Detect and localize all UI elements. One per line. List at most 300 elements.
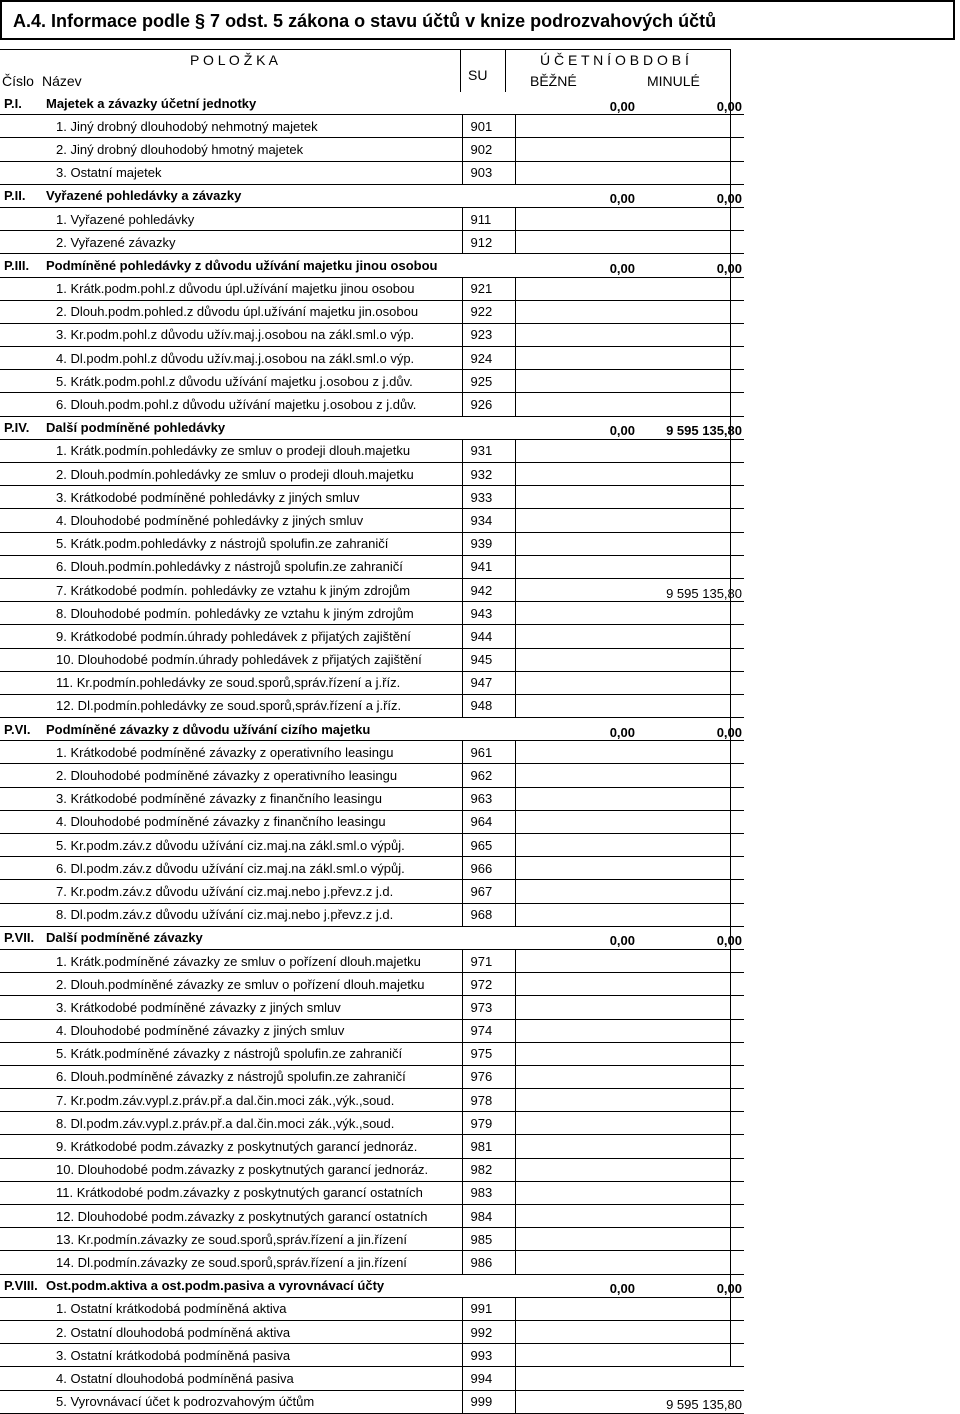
page-title: A.4. Informace podle § 7 odst. 5 zákona o stavu účtů v knize podrozvahových účtů [13, 11, 717, 31]
cell-num [0, 416, 32, 439]
cell-cur [515, 926, 637, 949]
cell-name [32, 463, 462, 486]
table-row [0, 532, 744, 555]
cell-prev [637, 532, 744, 555]
group-row [0, 416, 744, 439]
cell-prev [637, 1344, 744, 1367]
table-row [0, 857, 744, 880]
cell-num [0, 764, 32, 787]
table-row [0, 509, 744, 532]
cell-prev [637, 1320, 744, 1343]
table-row [0, 1320, 744, 1343]
cell-cur [515, 671, 637, 694]
cell-num [0, 926, 35, 949]
cell-cur [515, 996, 637, 1019]
cur-text: 0,00 [609, 724, 635, 740]
cell-su [462, 347, 515, 370]
cell-su [462, 694, 515, 717]
table-row [0, 1065, 744, 1088]
cell-cur [515, 1320, 637, 1343]
cell-cur [515, 370, 637, 393]
cell-cur [515, 161, 637, 184]
cell-name [32, 1112, 462, 1135]
cell-cur [515, 1205, 637, 1228]
cell-su [462, 1320, 515, 1343]
name-text: 1. Krátk.podmíněné závazky ze smluv o pořízení dlouh.majetku [56, 953, 421, 969]
table-row [0, 1390, 744, 1413]
name-text: 1. Jiný drobný dlouhodobý nehmotný majetek [56, 118, 318, 134]
name-text: 4. Dlouhodobé podmíněné závazky z jiných smluv [56, 1023, 345, 1039]
name-text: 9. Krátkodobé podm.závazky z poskytnutých garancí jednoráz. [56, 1139, 418, 1155]
table-row [0, 231, 744, 254]
su-left-line [460, 49, 461, 92]
name-text: 3. Krátkodobé podmíněné závazky z jiných smluv [56, 999, 341, 1015]
cell-cur [515, 254, 637, 277]
cell-su [462, 1181, 515, 1204]
su-text: 982 [470, 1162, 493, 1178]
cell-cur [515, 300, 637, 323]
cell-cur [515, 764, 637, 787]
cell-su [462, 741, 515, 764]
su-text: 912 [470, 234, 493, 250]
header-top-line [0, 49, 730, 50]
su-text: 943 [470, 605, 493, 621]
name-text: 5. Krátk.podm.pohledávky z nástrojů spolufin.ze zahraničí [56, 536, 389, 552]
cell-cur [515, 1251, 637, 1274]
cell-name [32, 602, 462, 625]
cell-name [32, 648, 462, 671]
cell-su [462, 648, 515, 671]
cell-su [462, 184, 515, 207]
table-row [0, 810, 744, 833]
cell-num [0, 1228, 32, 1251]
su-text: 971 [470, 953, 493, 969]
su-text: 981 [470, 1139, 493, 1155]
cell-prev [637, 300, 744, 323]
group-row [0, 184, 744, 207]
name-text: 4. Dl.podm.pohl.z důvodu užív.maj.j.osobou na zákl.sml.o výp. [56, 350, 415, 366]
cell-num [0, 161, 32, 184]
cell-prev [637, 323, 744, 346]
cell-prev [637, 671, 744, 694]
cell-su [462, 92, 515, 115]
cell-su [462, 115, 515, 138]
cell-name [32, 926, 462, 949]
su-text: 945 [470, 652, 493, 668]
name-text: 3. Ostatní majetek [56, 165, 162, 181]
cell-cur [515, 1181, 637, 1204]
cell-num [0, 787, 32, 810]
cell-num [0, 370, 32, 393]
header-nazev: Název [42, 73, 82, 89]
num-text: P.III. [4, 257, 30, 273]
group-row [0, 718, 744, 741]
su-right-line [505, 49, 506, 92]
cell-num [0, 1112, 32, 1135]
header-su: SU [468, 67, 488, 83]
table-row [0, 741, 744, 764]
cell-prev [637, 138, 744, 161]
su-text: 931 [470, 443, 493, 459]
cell-su [462, 926, 515, 949]
cell-cur [515, 1344, 637, 1367]
cell-cur [515, 973, 637, 996]
name-text: 3. Krátkodobé podmíněné pohledávky z jiných smluv [56, 489, 360, 505]
accounts-table [0, 92, 744, 1414]
cell-su [462, 207, 515, 230]
table-row [0, 949, 744, 972]
cell-prev [637, 1181, 744, 1204]
cell-cur [515, 694, 637, 717]
cell-su [462, 1297, 515, 1320]
cell-num [0, 509, 32, 532]
cell-prev [637, 486, 744, 509]
cell-name [32, 486, 462, 509]
name-text: 3. Kr.podm.pohl.z důvodu užív.maj.j.osobou na zákl.sml.o výp. [56, 327, 415, 343]
table-row [0, 1089, 744, 1112]
su-text: 963 [470, 791, 493, 807]
cell-su [462, 254, 515, 277]
su-text: 903 [470, 165, 493, 181]
table-row [0, 903, 744, 926]
cell-cur [515, 184, 637, 207]
cell-su [462, 277, 515, 300]
cell-name [32, 996, 462, 1019]
cell-num [0, 1089, 32, 1112]
cell-prev [637, 1158, 744, 1181]
name-text: 11. Kr.podmín.pohledávky ze soud.sporů,správ.řízení a j.říz. [56, 675, 401, 691]
table-row [0, 115, 744, 138]
cell-prev [637, 231, 744, 254]
cell-name [32, 184, 462, 207]
cell-prev [637, 694, 744, 717]
su-text: 986 [470, 1254, 493, 1270]
cell-name [32, 115, 462, 138]
cell-cur [515, 555, 637, 578]
name-text: 1. Krátk.podm.pohl.z důvodu úpl.užívání majetku jinou osobou [56, 281, 415, 297]
cell-num [0, 718, 32, 741]
cell-prev [637, 555, 744, 578]
cell-num [0, 1297, 32, 1320]
cell-name [32, 625, 462, 648]
table-row [0, 370, 744, 393]
cell-prev [637, 625, 744, 648]
name-text: Další podmíněné pohledávky [46, 420, 226, 436]
cell-cur [515, 602, 637, 625]
cell-cur [515, 439, 637, 462]
su-text: 933 [470, 489, 493, 505]
name-text: Další podmíněné závazky [46, 930, 203, 946]
cell-cur [515, 810, 637, 833]
cell-prev [637, 996, 744, 1019]
cell-num [0, 115, 32, 138]
table-row [0, 602, 744, 625]
cell-num [0, 393, 32, 416]
cell-prev [637, 1089, 744, 1112]
cell-num [0, 602, 32, 625]
su-text: 968 [470, 907, 493, 923]
cell-prev [637, 1228, 744, 1251]
su-text: 972 [470, 976, 493, 992]
su-text: 939 [470, 536, 493, 552]
cell-cur [515, 857, 637, 880]
cell-num [0, 277, 32, 300]
cell-num [0, 207, 32, 230]
cell-su [462, 555, 515, 578]
cell-num [0, 555, 32, 578]
cell-cur [515, 718, 637, 741]
name-text: 3. Ostatní krátkodobá podmíněná pasiva [56, 1347, 291, 1363]
cell-prev [637, 1390, 744, 1413]
cell-name [32, 1042, 462, 1065]
cell-su [462, 439, 515, 462]
cell-num [0, 347, 32, 370]
table-row [0, 1112, 744, 1135]
cell-prev [637, 347, 744, 370]
cell-prev [637, 277, 744, 300]
cell-su [462, 1390, 515, 1413]
cell-num [0, 1019, 32, 1042]
name-text: 7. Kr.podm.záv.vypl.z.práv.př.a dal.čin.moci zák.,výk.,soud. [56, 1092, 395, 1108]
cell-num [0, 439, 32, 462]
cell-cur [515, 532, 637, 555]
num-text: P.VII. [4, 930, 35, 946]
cell-num [0, 1181, 32, 1204]
cell-cur [515, 207, 637, 230]
cell-num [0, 300, 32, 323]
su-text: 911 [470, 211, 492, 227]
prev-text: 0,00 [716, 260, 742, 276]
cell-num [0, 138, 32, 161]
cell-su [462, 787, 515, 810]
cell-su [462, 1089, 515, 1112]
su-text: 902 [470, 141, 493, 157]
cell-cur [515, 787, 637, 810]
table-row [0, 1181, 744, 1204]
table-row [0, 764, 744, 787]
su-text: 962 [470, 768, 493, 784]
cell-cur [515, 1112, 637, 1135]
cell-name [32, 810, 462, 833]
table-row [0, 1019, 744, 1042]
prev-text: 9 595 135,80 [666, 423, 742, 439]
name-text: 10. Dlouhodobé podm.závazky z poskytnutých garancí jednoráz. [56, 1162, 429, 1178]
cell-name [32, 671, 462, 694]
table-row [0, 625, 744, 648]
su-text: 999 [470, 1394, 493, 1410]
cell-name [32, 439, 462, 462]
su-text: 994 [470, 1370, 493, 1386]
cell-cur [515, 1390, 637, 1413]
group-row [0, 92, 744, 115]
su-text: 923 [470, 327, 493, 343]
name-text: 13. Kr.podmín.závazky ze soud.sporů,správ.řízení a jin.řízení [56, 1231, 407, 1247]
name-text: 11. Krátkodobé podm.závazky z poskytnutých garancí ostatních [56, 1185, 423, 1201]
cell-num [0, 903, 32, 926]
name-text: Ost.podm.aktiva a ost.podm.pasiva a vyrovnávací účty [46, 1278, 385, 1294]
num-text: P.IV. [4, 420, 30, 436]
cell-cur [515, 578, 637, 601]
cell-cur [515, 463, 637, 486]
cell-su [462, 1158, 515, 1181]
su-text: 966 [470, 860, 493, 876]
table-row [0, 880, 744, 903]
table-row [0, 1135, 744, 1158]
cell-su [462, 973, 515, 996]
su-text: 932 [470, 466, 493, 482]
cell-name [32, 903, 462, 926]
cell-prev [637, 718, 744, 741]
cell-num [0, 648, 32, 671]
cell-name [32, 1297, 462, 1320]
su-text: 924 [470, 350, 493, 366]
cur-text: 0,00 [609, 98, 635, 114]
cell-prev [637, 741, 744, 764]
su-text: 942 [470, 582, 493, 598]
cur-text: 0,00 [609, 191, 635, 207]
cell-name [32, 741, 462, 764]
cell-name [32, 1205, 462, 1228]
su-text: 925 [470, 373, 493, 389]
name-text: 2. Vyřazené závazky [56, 234, 176, 250]
table-row [0, 671, 744, 694]
su-text: 975 [470, 1046, 493, 1062]
su-text: 983 [470, 1185, 493, 1201]
table-row [0, 834, 744, 857]
name-text: 7. Krátkodobé podmín. pohledávky ze vztahu k jiným zdrojům [56, 582, 411, 598]
table-row [0, 439, 744, 462]
cell-su [462, 949, 515, 972]
cell-prev [637, 903, 744, 926]
table-row [0, 393, 744, 416]
cell-su [462, 1344, 515, 1367]
su-text: 948 [470, 698, 493, 714]
cell-num [0, 231, 32, 254]
su-text: 979 [470, 1115, 493, 1131]
cell-su [462, 718, 515, 741]
name-text: 8. Dl.podm.záv.z důvodu užívání ciz.maj.nebo j.převz.z j.d. [56, 907, 394, 923]
cell-prev [637, 834, 744, 857]
cell-su [462, 1274, 515, 1297]
cell-name [32, 973, 462, 996]
cell-cur [515, 92, 637, 115]
cell-cur [515, 1297, 637, 1320]
cell-prev [637, 764, 744, 787]
su-text: 985 [470, 1231, 493, 1247]
cell-su [462, 1205, 515, 1228]
cell-prev [637, 1205, 744, 1228]
name-text: 2. Dlouh.podmíněné závazky ze smluv o pořízení dlouh.majetku [56, 976, 425, 992]
cell-prev [637, 1065, 744, 1088]
cell-num [0, 486, 32, 509]
cell-prev [637, 926, 744, 949]
name-text: 10. Dlouhodobé podmín.úhrady pohledávek z přijatých zajištění [56, 652, 422, 668]
su-text: 934 [470, 512, 493, 528]
su-text: 984 [470, 1208, 493, 1224]
name-text: 12. Dlouhodobé podm.závazky z poskytnutých garancí ostatních [56, 1208, 428, 1224]
cell-su [462, 671, 515, 694]
table-row [0, 1205, 744, 1228]
cell-cur [515, 949, 637, 972]
cell-cur [515, 486, 637, 509]
cell-cur [515, 1065, 637, 1088]
cell-su [462, 1112, 515, 1135]
cell-num [0, 973, 32, 996]
su-text: 978 [470, 1092, 493, 1108]
cell-num [0, 1390, 32, 1413]
name-text: 9. Krátkodobé podmín.úhrady pohledávek z přijatých zajištění [56, 628, 411, 644]
table-row [0, 787, 744, 810]
cell-num [0, 578, 32, 601]
cell-prev [637, 1367, 744, 1390]
cell-name [32, 949, 462, 972]
su-text: 961 [470, 744, 493, 760]
cell-prev [637, 92, 744, 115]
table-row [0, 578, 744, 601]
name-text: 8. Dlouhodobé podmín. pohledávky ze vztahu k jiným zdrojům [56, 605, 414, 621]
cell-cur [515, 880, 637, 903]
cell-num [0, 184, 32, 207]
table-row [0, 347, 744, 370]
cell-su [462, 463, 515, 486]
name-text: 4. Dlouhodobé podmíněné pohledávky z jiných smluv [56, 512, 364, 528]
cell-name [32, 161, 462, 184]
cell-name [32, 138, 462, 161]
cell-num [0, 810, 32, 833]
table-row [0, 648, 744, 671]
cell-name [32, 857, 462, 880]
cell-su [462, 1228, 515, 1251]
table-row [0, 1251, 744, 1274]
cell-prev [637, 393, 744, 416]
prev-text: 9 595 135,80 [666, 1397, 742, 1413]
cell-name [32, 1390, 462, 1413]
prev-text: 0,00 [716, 933, 742, 949]
cell-prev [637, 161, 744, 184]
cell-cur [515, 1228, 637, 1251]
cell-name [32, 393, 462, 416]
cell-cur [515, 1135, 637, 1158]
name-text: 2. Dlouh.podm.pohled.z důvodu úpl.užívání majetku jin.osobou [56, 304, 419, 320]
cell-name [32, 231, 462, 254]
table-row [0, 207, 744, 230]
cell-name [32, 92, 462, 115]
cell-su [462, 1019, 515, 1042]
cell-name [32, 1135, 462, 1158]
cell-su [462, 393, 515, 416]
cell-cur [515, 648, 637, 671]
cell-su [462, 300, 515, 323]
table-row [0, 463, 744, 486]
cur-text: 0,00 [609, 933, 635, 949]
num-text: P.VI. [4, 721, 31, 737]
cell-num [0, 880, 32, 903]
name-text: 6. Dlouh.podmín.pohledávky z nástrojů spolufin.ze zahraničí [56, 559, 403, 575]
cell-name [32, 277, 462, 300]
name-text: 8. Dl.podm.záv.vypl.z.práv.př.a dal.čin.moci zák.,výk.,soud. [56, 1115, 395, 1131]
cell-name [32, 416, 462, 439]
cell-name [32, 1089, 462, 1112]
cell-name [32, 1019, 462, 1042]
cell-su [462, 138, 515, 161]
cell-su [462, 857, 515, 880]
cell-prev [637, 1042, 744, 1065]
cell-num [0, 463, 32, 486]
name-text: 6. Dlouh.podmíněné závazky z nástrojů spolufin.ze zahraničí [56, 1069, 406, 1085]
cell-name [32, 1228, 462, 1251]
cell-su [462, 323, 515, 346]
cell-num [0, 254, 32, 277]
